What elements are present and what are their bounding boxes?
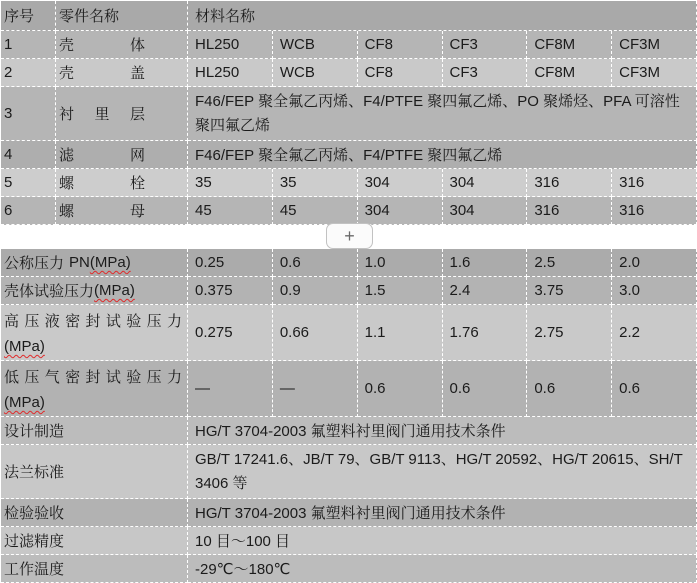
pressure-unit: (MPa) — [89, 254, 131, 271]
pressure-value: 1.76 — [449, 324, 479, 341]
pressure-value-cell[interactable] — [188, 361, 273, 417]
material-cell[interactable] — [443, 59, 528, 87]
material-text: F46/FEP 聚全氟乙丙烯、F4/PTFE 聚四氟乙烯、PO 聚烯烃、PFA 可溶性聚四氟乙烯 — [195, 92, 680, 134]
pressure-value: 0.9 — [279, 282, 301, 299]
header-material-cell[interactable] — [188, 1, 697, 31]
table-header-row — [1, 1, 697, 31]
material-value: 35 — [279, 174, 297, 191]
part-name: 螺栓 — [59, 175, 145, 192]
pressure-value-cell[interactable] — [188, 277, 273, 305]
material-cell[interactable] — [612, 59, 697, 87]
pressure-value: — — [195, 380, 210, 397]
pressure-value: 0.6 — [449, 380, 471, 397]
pressure-unit: (MPa) — [4, 394, 45, 411]
header-seq-cell[interactable] — [1, 1, 56, 31]
part-name-cell[interactable] — [56, 141, 188, 169]
material-cell[interactable] — [527, 197, 612, 225]
pressure-value: 0.6 — [279, 254, 301, 271]
spec-label-cell[interactable] — [1, 417, 188, 445]
pressure-value-cell[interactable] — [273, 249, 358, 277]
material-value: HL250 — [195, 36, 240, 53]
seq-cell[interactable] — [1, 87, 56, 141]
material-cell[interactable] — [273, 31, 358, 59]
pressure-label: 低压气密封试验压力 — [4, 369, 182, 386]
pressure-value-cell[interactable] — [612, 305, 697, 361]
material-cell[interactable] — [358, 31, 443, 59]
material-cell[interactable] — [527, 59, 612, 87]
part-name-cell[interactable] — [56, 59, 188, 87]
part-name: 滤网 — [59, 147, 145, 164]
material-value: CF8M — [534, 64, 576, 81]
material-value: 304 — [364, 202, 390, 219]
material-value: 45 — [195, 202, 212, 219]
insert-row-button[interactable]: + — [326, 223, 373, 249]
material-value: CF8 — [364, 64, 393, 81]
pressure-unit: (MPa) — [94, 282, 135, 299]
pressure-value-cell[interactable] — [612, 277, 697, 305]
pressure-value-cell[interactable] — [443, 249, 528, 277]
table-row — [1, 141, 697, 169]
material-value: CF8 — [364, 36, 393, 53]
pressure-value-cell[interactable] — [527, 277, 612, 305]
pressure-label-cell[interactable] — [1, 361, 188, 417]
seq-value: 4 — [4, 146, 13, 163]
table-gap-band — [1, 225, 697, 249]
pressure-value-cell[interactable] — [443, 277, 528, 305]
pressure-label: 高压液密封试验压力 — [4, 313, 182, 330]
spec-value-cell[interactable] — [188, 499, 697, 527]
pressure-value-cell[interactable] — [358, 249, 443, 277]
pressure-label-cell[interactable] — [1, 277, 188, 305]
pressure-value: 2.0 — [619, 254, 641, 271]
pressure-value-cell[interactable] — [527, 249, 612, 277]
table-row — [1, 277, 697, 305]
material-value: CF3 — [449, 36, 478, 53]
material-value: CF3M — [619, 64, 660, 81]
material-cell[interactable] — [188, 197, 273, 225]
spec-label: 工作温度 — [4, 561, 65, 578]
table-row — [1, 59, 697, 87]
table-row — [1, 527, 697, 555]
pressure-label-cell[interactable] — [1, 305, 188, 361]
pressure-value-cell[interactable] — [612, 361, 697, 417]
pressure-value-cell[interactable] — [358, 277, 443, 305]
material-cell[interactable] — [273, 169, 358, 197]
pressure-value: 0.375 — [195, 282, 233, 299]
spec-value: HG/T 3704-2003 氟塑料衬里阀门通用技术条件 — [195, 423, 506, 440]
material-value: WCB — [279, 64, 315, 81]
pressure-value-cell[interactable] — [273, 277, 358, 305]
header-seq-label: 序号 — [4, 8, 35, 25]
header-part-cell[interactable] — [56, 1, 188, 31]
material-value: 45 — [279, 202, 297, 219]
material-value: CF3 — [449, 64, 478, 81]
pressure-value: 0.6 — [619, 380, 641, 397]
pressure-value: 3.0 — [619, 282, 641, 299]
pressure-value-cell[interactable] — [527, 361, 612, 417]
spec-label-cell[interactable] — [1, 527, 188, 555]
material-cell[interactable] — [358, 169, 443, 197]
pressure-unit: (MPa) — [4, 338, 45, 355]
pressure-value-cell[interactable] — [443, 305, 528, 361]
seq-value: 1 — [4, 36, 13, 53]
material-value: 304 — [449, 202, 475, 219]
material-cell[interactable] — [612, 31, 697, 59]
part-name-cell[interactable] — [56, 87, 188, 141]
spec-label: 设计制造 — [4, 423, 65, 440]
pressure-value: 0.6 — [364, 380, 386, 397]
material-value: CF8M — [534, 36, 576, 53]
pressure-label: 壳体试验压力 — [4, 283, 95, 300]
spec-label: 法兰标准 — [4, 464, 65, 481]
spec-label: 检验验收 — [4, 505, 65, 522]
material-value: 316 — [534, 174, 560, 191]
material-merged-cell[interactable] — [188, 141, 697, 169]
table-row — [1, 499, 697, 527]
material-value: 35 — [195, 174, 212, 191]
part-name: 壳盖 — [59, 65, 145, 82]
pressure-value: — — [279, 380, 295, 397]
material-value: HL250 — [195, 64, 240, 81]
table-row — [1, 555, 697, 583]
part-name: 衬里层 — [59, 106, 145, 123]
pressure-value: 0.25 — [195, 254, 225, 271]
pressure-value-cell[interactable] — [188, 249, 273, 277]
seq-value: 2 — [4, 64, 13, 81]
pressure-value: 2.4 — [449, 282, 471, 299]
pressure-value: 0.6 — [534, 380, 556, 397]
pressure-value-cell[interactable] — [527, 305, 612, 361]
seq-value: 5 — [4, 174, 13, 191]
seq-cell[interactable] — [1, 141, 56, 169]
material-cell[interactable] — [188, 59, 273, 87]
material-cell[interactable] — [188, 169, 273, 197]
pressure-value: 1.6 — [449, 254, 471, 271]
pressure-value: 1.5 — [364, 282, 386, 299]
material-cell[interactable] — [527, 169, 612, 197]
part-name-cell[interactable] — [56, 31, 188, 59]
material-cell[interactable] — [612, 169, 697, 197]
spec-label: 过滤精度 — [4, 533, 65, 550]
pressure-value: 0.275 — [195, 324, 233, 341]
table-row — [1, 445, 697, 499]
pressure-value: 3.75 — [534, 282, 564, 299]
pressure-value: 2.75 — [534, 324, 564, 341]
pressure-value-cell[interactable] — [273, 361, 358, 417]
material-cell[interactable] — [527, 31, 612, 59]
pressure-value: 2.2 — [619, 324, 641, 341]
material-text: F46/FEP 聚全氟乙丙烯、F4/PTFE 聚四氟乙烯 — [195, 147, 503, 164]
table-row — [1, 305, 697, 361]
seq-cell[interactable] — [1, 169, 56, 197]
pressure-value-cell[interactable] — [273, 305, 358, 361]
pressure-value: 2.5 — [534, 254, 556, 271]
material-value: CF3M — [619, 36, 660, 53]
seq-cell[interactable] — [1, 31, 56, 59]
pressure-label-cell[interactable] — [1, 249, 188, 277]
spec-value: HG/T 3704-2003 氟塑料衬里阀门通用技术条件 — [195, 505, 506, 522]
material-cell[interactable] — [443, 169, 528, 197]
pressure-value: 0.66 — [279, 324, 310, 341]
pressure-value-cell[interactable] — [358, 361, 443, 417]
material-cell[interactable] — [188, 31, 273, 59]
table-row — [1, 249, 697, 277]
material-value: 304 — [364, 174, 390, 191]
part-name: 壳体 — [59, 37, 145, 54]
seq-cell[interactable] — [1, 197, 56, 225]
spec-label-cell[interactable] — [1, 555, 188, 583]
material-value: 316 — [619, 174, 645, 191]
table-row — [1, 87, 697, 141]
material-cell[interactable] — [358, 59, 443, 87]
material-cell[interactable] — [443, 31, 528, 59]
material-cell[interactable] — [358, 197, 443, 225]
spec-value: GB/T 17241.6、JB/T 79、GB/T 9113、HG/T 20592、HG/T 20615、SH/T 3406 等 — [195, 450, 683, 492]
material-value: 316 — [534, 202, 560, 219]
pressure-value: 1.1 — [364, 324, 386, 341]
spec-label-cell[interactable] — [1, 445, 188, 499]
table-row — [1, 31, 697, 59]
spec-value-cell[interactable] — [188, 445, 697, 499]
table-row — [1, 417, 697, 445]
material-value: 304 — [449, 174, 475, 191]
pressure-value-cell[interactable] — [443, 361, 528, 417]
seq-value: 6 — [4, 202, 13, 219]
spec-value-cell[interactable] — [188, 527, 697, 555]
spec-value-cell[interactable] — [188, 555, 697, 583]
pressure-label: 公称压力 — [4, 255, 65, 272]
spec-value: 10 目～100 目 — [195, 533, 291, 550]
pressure-value-cell[interactable] — [612, 249, 697, 277]
material-cell[interactable] — [443, 197, 528, 225]
pressure-value-cell[interactable] — [188, 305, 273, 361]
table-row — [1, 361, 697, 417]
header-material-label: 材料名称 — [195, 8, 256, 25]
part-name-cell[interactable] — [56, 169, 188, 197]
spec-value: -29℃～180℃ — [195, 561, 291, 578]
header-part-label: 零件名称 — [59, 8, 120, 25]
pressure-value: 1.0 — [364, 254, 386, 271]
material-value: WCB — [279, 36, 315, 53]
pressure-label-latin: PN — [69, 254, 90, 271]
material-value: 316 — [619, 202, 645, 219]
material-cell[interactable] — [612, 197, 697, 225]
material-cell[interactable] — [273, 197, 358, 225]
part-name-cell[interactable] — [56, 197, 188, 225]
material-merged-cell[interactable] — [188, 87, 697, 141]
part-name: 螺母 — [59, 203, 145, 220]
material-cell[interactable] — [273, 59, 358, 87]
seq-cell[interactable] — [1, 59, 56, 87]
spec-label-cell[interactable] — [1, 499, 188, 527]
spec-value-cell[interactable] — [188, 417, 697, 445]
seq-value: 3 — [4, 105, 13, 122]
pressure-value-cell[interactable] — [358, 305, 443, 361]
table-row — [1, 197, 697, 225]
table-row — [1, 169, 697, 197]
